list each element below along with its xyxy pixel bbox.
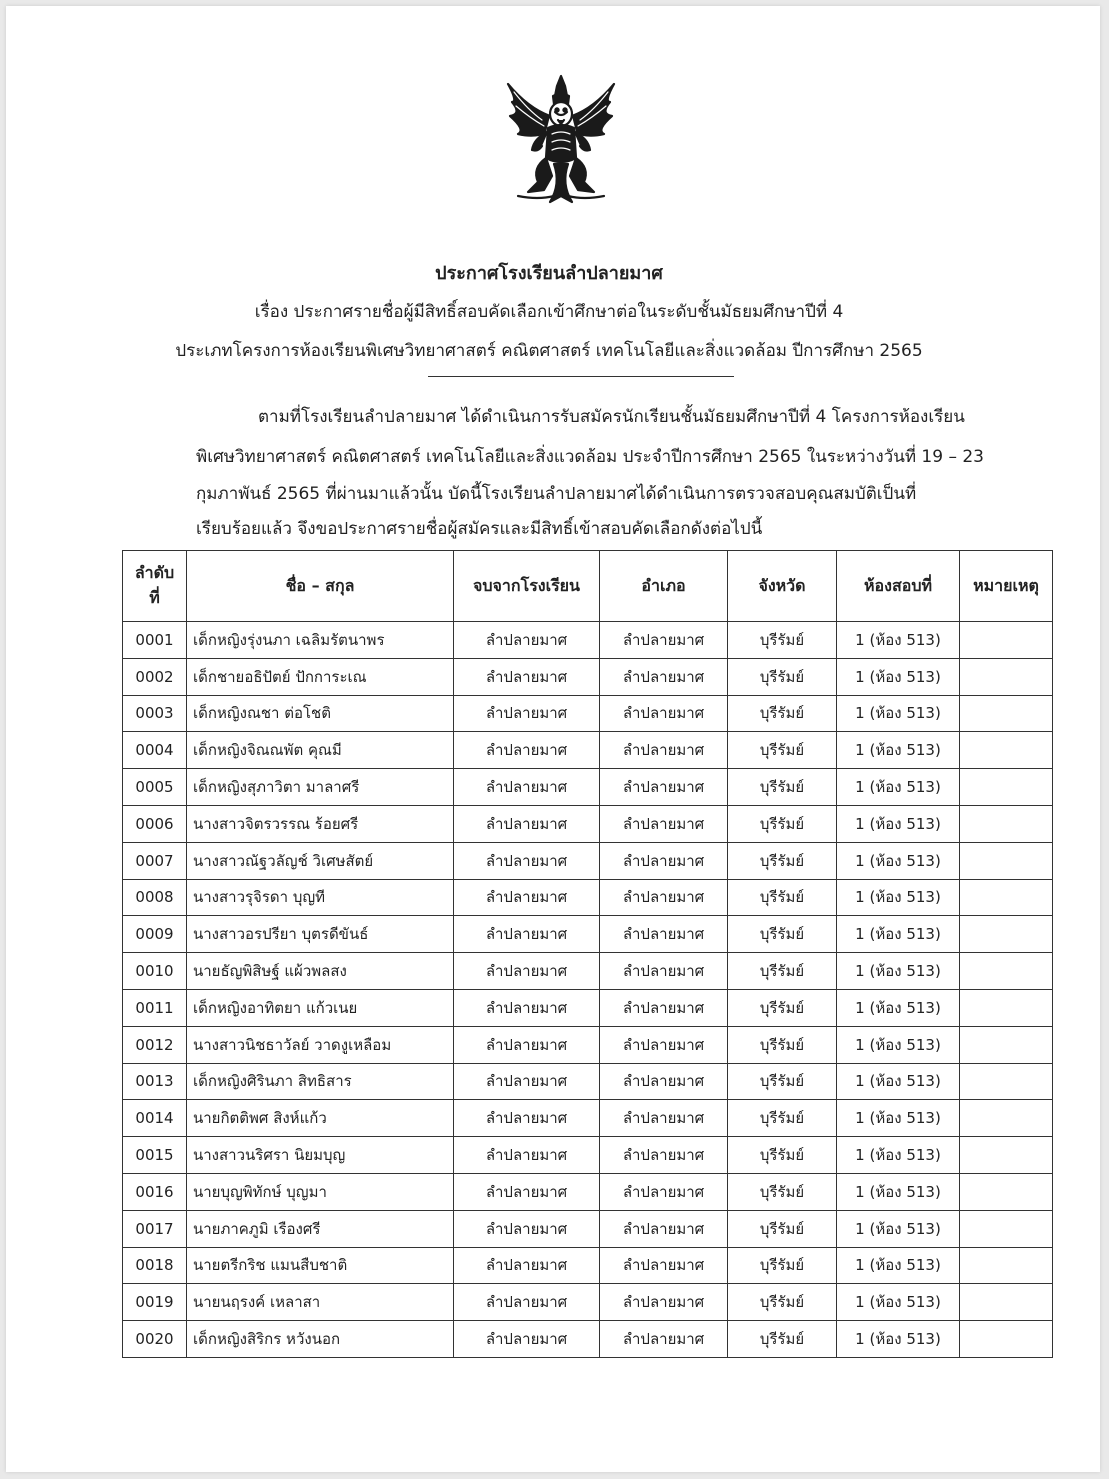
cell-school: ลำปลายมาศ <box>454 732 600 769</box>
cell-province: บุรีรัมย์ <box>728 1247 837 1284</box>
table-row <box>123 1100 1053 1137</box>
cell-note <box>960 1321 1053 1358</box>
table-row <box>123 622 1053 659</box>
cell-province: บุรีรัมย์ <box>728 622 837 659</box>
table-row <box>123 953 1053 990</box>
cell-name: เด็กหญิงณชา ต่อโชติ <box>187 695 454 732</box>
cell-school: ลำปลายมาศ <box>454 695 600 732</box>
cell-no: 0002 <box>123 658 187 695</box>
cell-exam-room: 1 (ห้อง 513) <box>837 658 960 695</box>
cell-district: ลำปลายมาศ <box>600 805 728 842</box>
cell-exam-room: 1 (ห้อง 513) <box>837 769 960 806</box>
cell-exam-room: 1 (ห้อง 513) <box>837 805 960 842</box>
cell-district: ลำปลายมาศ <box>600 1210 728 1247</box>
cell-province: บุรีรัมย์ <box>728 1210 837 1247</box>
table-row <box>123 916 1053 953</box>
cell-name: นายตรีกริช แมนสืบชาติ <box>187 1247 454 1284</box>
cell-school: ลำปลายมาศ <box>454 1247 600 1284</box>
garuda-emblem-icon <box>498 72 624 208</box>
cell-district: ลำปลายมาศ <box>600 1173 728 1210</box>
cell-note <box>960 916 1053 953</box>
table-row <box>123 658 1053 695</box>
cell-district: ลำปลายมาศ <box>600 953 728 990</box>
cell-province: บุรีรัมย์ <box>728 879 837 916</box>
cell-district: ลำปลายมาศ <box>600 989 728 1026</box>
cell-name: นางสาวจิตรวรรณ ร้อยศรี <box>187 805 454 842</box>
cell-note <box>960 732 1053 769</box>
cell-note <box>960 805 1053 842</box>
table-row <box>123 695 1053 732</box>
table-row <box>123 732 1053 769</box>
column-header-district: อำเภอ <box>600 551 728 622</box>
cell-exam-room: 1 (ห้อง 513) <box>837 1100 960 1137</box>
cell-no: 0010 <box>123 953 187 990</box>
cell-name: นางสาวรุจิรดา บุญที <box>187 879 454 916</box>
cell-district: ลำปลายมาศ <box>600 622 728 659</box>
cell-no: 0008 <box>123 879 187 916</box>
cell-school: ลำปลายมาศ <box>454 1100 600 1137</box>
table-body <box>123 622 1053 1358</box>
column-header-no-line-2: ที่ <box>149 588 160 607</box>
table-row <box>123 842 1053 879</box>
cell-province: บุรีรัมย์ <box>728 658 837 695</box>
cell-no: 0018 <box>123 1247 187 1284</box>
column-header-no <box>123 551 187 622</box>
table-row <box>123 989 1053 1026</box>
cell-province: บุรีรัมย์ <box>728 1321 837 1358</box>
cell-district: ลำปลายมาศ <box>600 842 728 879</box>
cell-district: ลำปลายมาศ <box>600 695 728 732</box>
cell-school: ลำปลายมาศ <box>454 842 600 879</box>
cell-province: บุรีรัมย์ <box>728 842 837 879</box>
cell-name: นางสาวอรปรียา บุตรดีขันธ์ <box>187 916 454 953</box>
cell-note <box>960 1210 1053 1247</box>
cell-exam-room: 1 (ห้อง 513) <box>837 1026 960 1063</box>
cell-school: ลำปลายมาศ <box>454 769 600 806</box>
cell-note <box>960 658 1053 695</box>
cell-name: เด็กหญิงศิรินภา สิทธิสาร <box>187 1063 454 1100</box>
cell-district: ลำปลายมาศ <box>600 1063 728 1100</box>
cell-district: ลำปลายมาศ <box>600 1321 728 1358</box>
cell-name: นายธัญพิสิษฐ์ แผ้วพลสง <box>187 953 454 990</box>
cell-note <box>960 1026 1053 1063</box>
table-row <box>123 1026 1053 1063</box>
cell-no: 0017 <box>123 1210 187 1247</box>
cell-exam-room: 1 (ห้อง 513) <box>837 1284 960 1321</box>
cell-name: เด็กหญิงรุ่งนภา เฉลิมรัตนาพร <box>187 622 454 659</box>
cell-no: 0001 <box>123 622 187 659</box>
cell-name: นายกิตติพศ สิงห์แก้ว <box>187 1100 454 1137</box>
cell-school: ลำปลายมาศ <box>454 1321 600 1358</box>
cell-school: ลำปลายมาศ <box>454 1026 600 1063</box>
cell-no: 0015 <box>123 1137 187 1174</box>
cell-name: เด็กหญิงสิริกร หวังนอก <box>187 1321 454 1358</box>
cell-name: นายภาคภูมิ เรืองศรี <box>187 1210 454 1247</box>
announcement-subject-line-1: เรื่อง ประกาศรายชื่อผู้มีสิทธิ์สอบคัดเลือกเข้าศึกษาต่อในระดับชั้นมัธยมศึกษาปีที่ 4 <box>254 302 844 322</box>
table-row <box>123 769 1053 806</box>
cell-province: บุรีรัมย์ <box>728 916 837 953</box>
cell-note <box>960 695 1053 732</box>
cell-province: บุรีรัมย์ <box>728 1284 837 1321</box>
cell-district: ลำปลายมาศ <box>600 1247 728 1284</box>
cell-name: เด็กหญิงจิณณพัต คุณมี <box>187 732 454 769</box>
cell-note <box>960 1100 1053 1137</box>
table-row <box>123 1063 1053 1100</box>
cell-name: นายบุญพิทักษ์ บุญมา <box>187 1173 454 1210</box>
cell-district: ลำปลายมาศ <box>600 1137 728 1174</box>
table-row <box>123 1321 1053 1358</box>
cell-province: บุรีรัมย์ <box>728 1100 837 1137</box>
cell-name: นางสาวณัฐวลัญช์ วิเศษสัตย์ <box>187 842 454 879</box>
announcement-subject-line-2: ประเภทโครงการห้องเรียนพิเศษวิทยาศาสตร์ คณิตศาสตร์ เทคโนโลยีและสิ่งแวดล้อม ปีการศึกษา 2565 <box>175 341 923 361</box>
cell-district: ลำปลายมาศ <box>600 1026 728 1063</box>
cell-note <box>960 1284 1053 1321</box>
body-text-line-4: เรียบร้อยแล้ว จึงขอประกาศรายชื่อผู้สมัครและมีสิทธิ์เข้าสอบคัดเลือกดังต่อไปนี้ <box>196 519 763 539</box>
cell-no: 0014 <box>123 1100 187 1137</box>
cell-school: ลำปลายมาศ <box>454 989 600 1026</box>
cell-no: 0019 <box>123 1284 187 1321</box>
table-row <box>123 1247 1053 1284</box>
cell-exam-room: 1 (ห้อง 513) <box>837 1247 960 1284</box>
cell-exam-room: 1 (ห้อง 513) <box>837 842 960 879</box>
cell-school: ลำปลายมาศ <box>454 1210 600 1247</box>
cell-note <box>960 1063 1053 1100</box>
cell-exam-room: 1 (ห้อง 513) <box>837 916 960 953</box>
cell-school: ลำปลายมาศ <box>454 658 600 695</box>
cell-exam-room: 1 (ห้อง 513) <box>837 1137 960 1174</box>
cell-district: ลำปลายมาศ <box>600 732 728 769</box>
cell-district: ลำปลายมาศ <box>600 916 728 953</box>
cell-school: ลำปลายมาศ <box>454 953 600 990</box>
cell-no: 0016 <box>123 1173 187 1210</box>
cell-name: นางสาวนริศรา นิยมบุญ <box>187 1137 454 1174</box>
cell-exam-room: 1 (ห้อง 513) <box>837 622 960 659</box>
cell-district: ลำปลายมาศ <box>600 879 728 916</box>
cell-school: ลำปลายมาศ <box>454 1173 600 1210</box>
column-header-name: ชื่อ – สกุล <box>187 551 454 622</box>
cell-province: บุรีรัมย์ <box>728 732 837 769</box>
cell-name: นางสาวนิชธาวัลย์ วาดงูเหลือม <box>187 1026 454 1063</box>
cell-note <box>960 879 1053 916</box>
announcement-title: ประกาศโรงเรียนลำปลายมาศ <box>435 263 663 284</box>
table-header-row <box>123 551 1053 622</box>
cell-school: ลำปลายมาศ <box>454 1137 600 1174</box>
cell-name: เด็กหญิงอาทิตยา แก้วเนย <box>187 989 454 1026</box>
body-text-line-2: พิเศษวิทยาศาสตร์ คณิตศาสตร์ เทคโนโลยีและสิ่งแวดล้อม ประจำปีการศึกษา 2565 ในระหว่างวันที่ 19 – 23 <box>196 447 985 467</box>
cell-province: บุรีรัมย์ <box>728 805 837 842</box>
table-row <box>123 805 1053 842</box>
cell-exam-room: 1 (ห้อง 513) <box>837 1173 960 1210</box>
table-row <box>123 1210 1053 1247</box>
cell-exam-room: 1 (ห้อง 513) <box>837 879 960 916</box>
cell-district: ลำปลายมาศ <box>600 1284 728 1321</box>
table-row <box>123 1284 1053 1321</box>
cell-province: บุรีรัมย์ <box>728 1026 837 1063</box>
cell-school: ลำปลายมาศ <box>454 1284 600 1321</box>
cell-no: 0007 <box>123 842 187 879</box>
cell-exam-room: 1 (ห้อง 513) <box>837 695 960 732</box>
cell-note <box>960 1137 1053 1174</box>
cell-exam-room: 1 (ห้อง 513) <box>837 953 960 990</box>
column-header-province: จังหวัด <box>728 551 837 622</box>
cell-province: บุรีรัมย์ <box>728 1173 837 1210</box>
cell-school: ลำปลายมาศ <box>454 622 600 659</box>
cell-no: 0013 <box>123 1063 187 1100</box>
cell-name: เด็กชายอธิปัตย์ ปักการะเณ <box>187 658 454 695</box>
cell-note <box>960 769 1053 806</box>
cell-district: ลำปลายมาศ <box>600 769 728 806</box>
cell-note <box>960 842 1053 879</box>
cell-exam-room: 1 (ห้อง 513) <box>837 1321 960 1358</box>
cell-exam-room: 1 (ห้อง 513) <box>837 1063 960 1100</box>
cell-district: ลำปลายมาศ <box>600 658 728 695</box>
table-row <box>123 1173 1053 1210</box>
cell-province: บุรีรัมย์ <box>728 1063 837 1100</box>
cell-no: 0003 <box>123 695 187 732</box>
cell-no: 0012 <box>123 1026 187 1063</box>
cell-note <box>960 989 1053 1026</box>
cell-school: ลำปลายมาศ <box>454 879 600 916</box>
title-divider <box>428 376 734 377</box>
cell-note <box>960 1247 1053 1284</box>
cell-note <box>960 622 1053 659</box>
cell-no: 0004 <box>123 732 187 769</box>
table-row <box>123 879 1053 916</box>
body-text-line-1: ตามที่โรงเรียนลำปลายมาศ ได้ดำเนินการรับสมัครนักเรียนชั้นมัธยมศึกษาปีที่ 4 โครงการห้องเรียน <box>258 407 965 427</box>
column-header-exam-room: ห้องสอบที่ <box>837 551 960 622</box>
cell-no: 0011 <box>123 989 187 1026</box>
table-row <box>123 1137 1053 1174</box>
cell-province: บุรีรัมย์ <box>728 989 837 1026</box>
cell-school: ลำปลายมาศ <box>454 1063 600 1100</box>
column-header-school: จบจากโรงเรียน <box>454 551 600 622</box>
cell-province: บุรีรัมย์ <box>728 953 837 990</box>
cell-exam-room: 1 (ห้อง 513) <box>837 989 960 1026</box>
body-text-line-3: กุมภาพันธ์ 2565 ที่ผ่านมาแล้วนั้น บัดนี้โรงเรียนลำปลายมาศได้ดำเนินการตรวจสอบคุณสมบัติเป็นที่ <box>196 484 917 504</box>
cell-note <box>960 1173 1053 1210</box>
cell-district: ลำปลายมาศ <box>600 1100 728 1137</box>
cell-school: ลำปลายมาศ <box>454 805 600 842</box>
cell-province: บุรีรัมย์ <box>728 695 837 732</box>
cell-no: 0005 <box>123 769 187 806</box>
cell-province: บุรีรัมย์ <box>728 1137 837 1174</box>
cell-name: นายนฤรงค์ เหลาสา <box>187 1284 454 1321</box>
cell-no: 0009 <box>123 916 187 953</box>
column-header-note: หมายเหตุ <box>960 551 1053 622</box>
cell-school: ลำปลายมาศ <box>454 916 600 953</box>
cell-name: เด็กหญิงสุภาวิตา มาลาศรี <box>187 769 454 806</box>
cell-exam-room: 1 (ห้อง 513) <box>837 1210 960 1247</box>
cell-province: บุรีรัมย์ <box>728 769 837 806</box>
cell-no: 0006 <box>123 805 187 842</box>
cell-no: 0020 <box>123 1321 187 1358</box>
cell-note <box>960 953 1053 990</box>
candidate-table <box>122 550 1053 1358</box>
column-header-no-line-1: ลำดับ <box>134 563 175 582</box>
cell-exam-room: 1 (ห้อง 513) <box>837 732 960 769</box>
